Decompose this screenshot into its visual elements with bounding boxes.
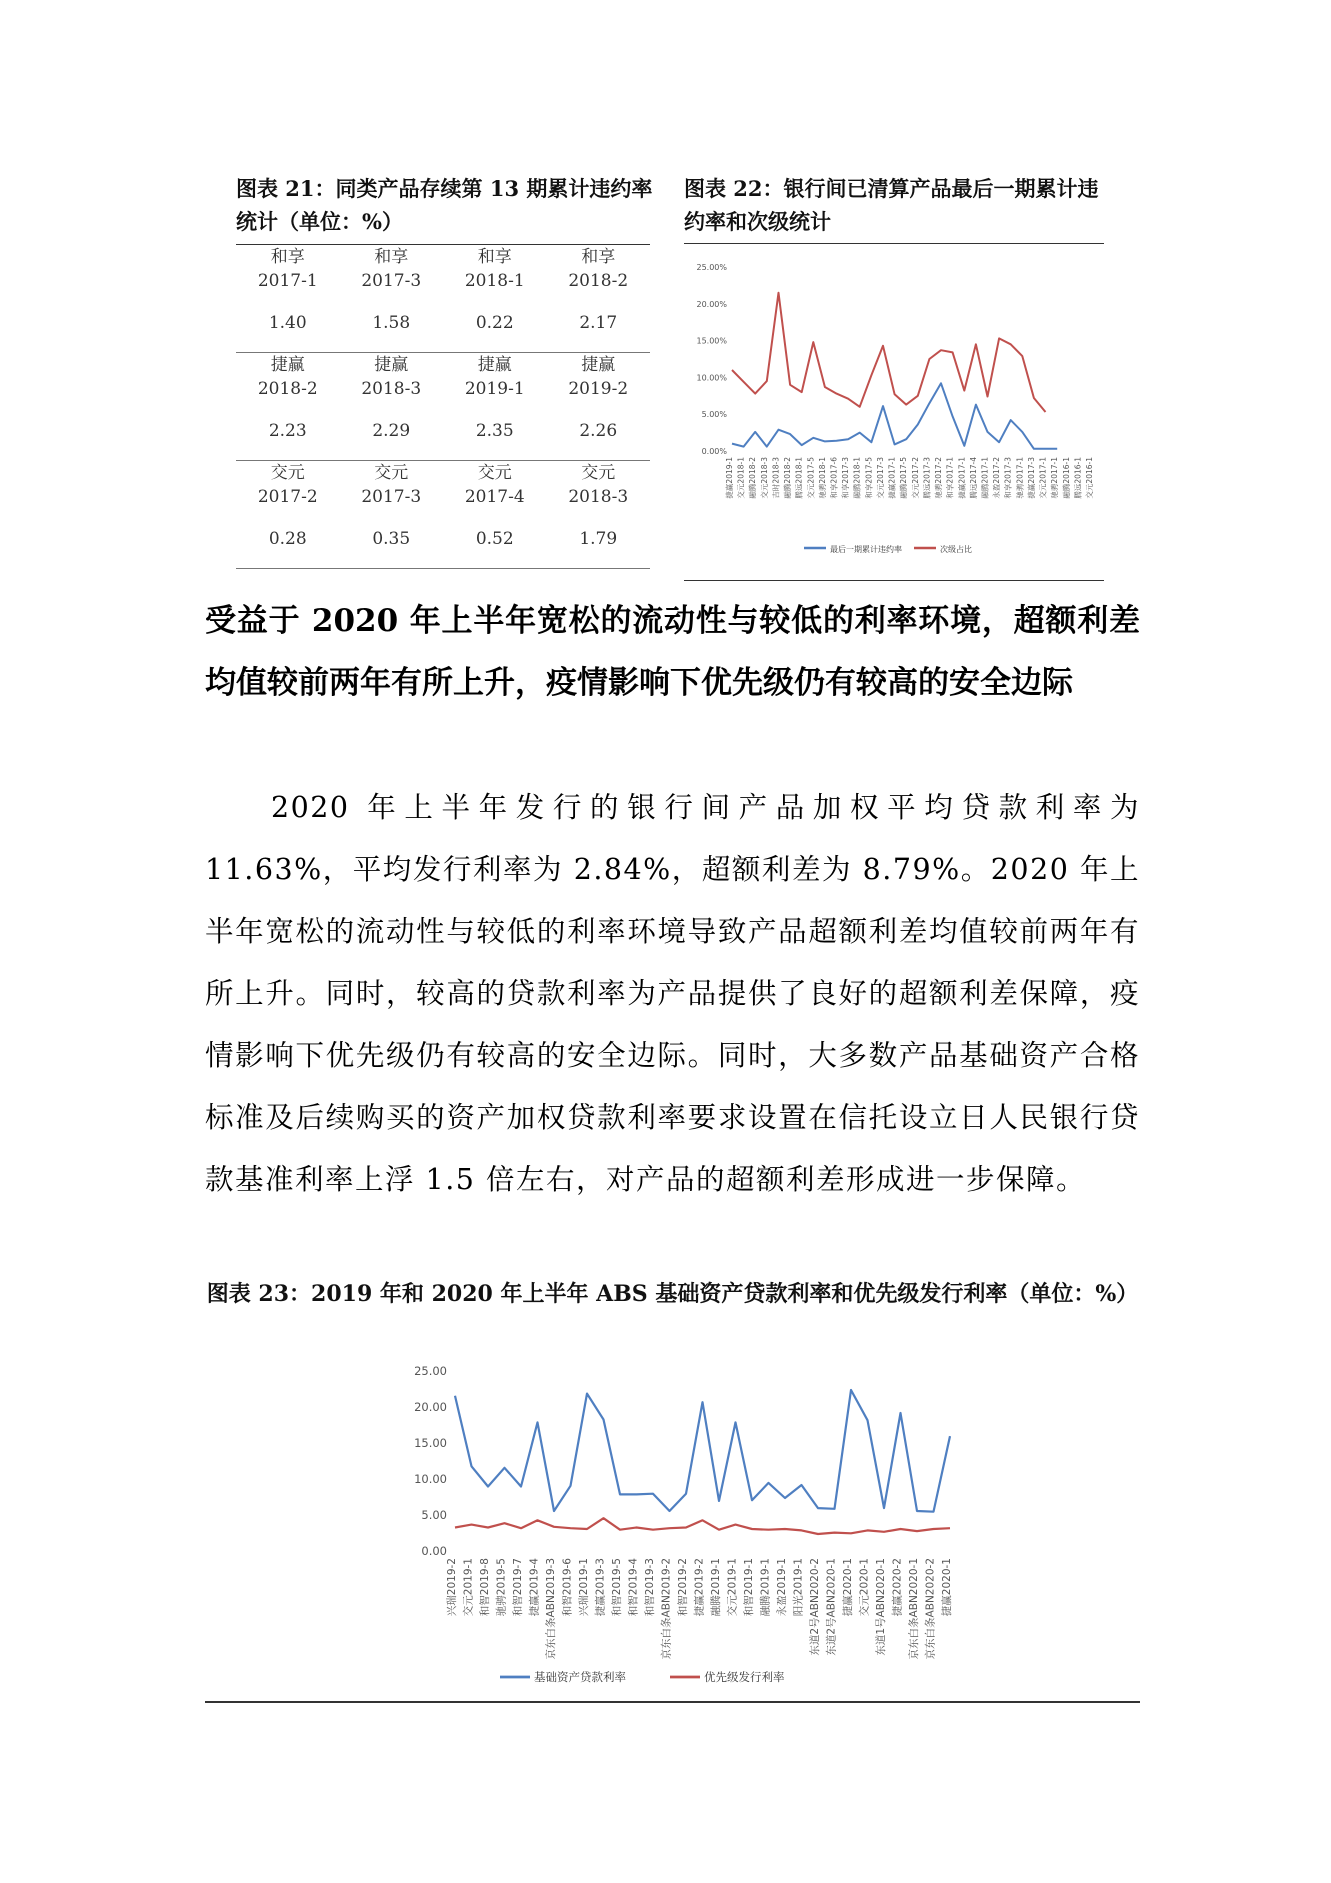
x-category-label: 腾远2016-1 — [1073, 457, 1083, 499]
x-category-label: 兴瑞2019-2 — [446, 1558, 458, 1617]
table-cell: 2.29 — [340, 401, 444, 461]
table-header-cell: 和享 2017-3 — [340, 245, 444, 294]
x-category-label: 捷赢2019-4 — [528, 1558, 541, 1617]
x-category-label: 东道2号ABN2020-1 — [825, 1558, 838, 1656]
fig22-title-rule — [684, 243, 1104, 244]
figures-bottom-rule — [684, 580, 1104, 581]
series-line-2 — [732, 293, 1046, 412]
x-category-label: 交元2017-2 — [910, 457, 920, 499]
x-category-label: 驰骋2017-2 — [934, 457, 944, 499]
x-category-label: 融腾2019-1 — [710, 1558, 722, 1617]
y-tick-label: 10.00% — [696, 373, 727, 383]
x-category-label: 捷赢2017-1 — [887, 457, 897, 499]
y-tick-label: 25.00 — [414, 1364, 447, 1378]
table-row — [236, 509, 650, 569]
section-heading: 受益于 2020 年上半年宽松的流动性与较低的利率环境，超额利差均值较前两年有所上升，疫情影响下优先级仍有较高的安全边际 — [205, 603, 1140, 701]
x-category-label: 捷赢2019-1 — [725, 457, 734, 499]
x-category-label: 东道1号ABN2020-1 — [875, 1558, 887, 1656]
y-tick-label: 20.00% — [696, 299, 727, 309]
legend-label-1: 最后一期累计违约率 — [830, 545, 902, 554]
table-header-cell: 捷赢 2018-3 — [361, 355, 422, 399]
fig22-title: 图表 22：银行间已清算产品最后一期累计违约率和次级统计 — [684, 176, 1099, 234]
x-category-label: 交元2017-5 — [806, 457, 816, 499]
series-line-1 — [455, 1390, 950, 1512]
fig22-chart — [684, 250, 1106, 578]
x-category-label: 和智2019-6 — [561, 1558, 574, 1617]
x-category-label: 京东白条ABN2019-2 — [660, 1558, 673, 1660]
x-category-label: 驰骋2018-1 — [817, 457, 827, 499]
x-category-label: 吉时2018-3 — [771, 457, 781, 499]
x-category-label: 驰骋2017-1 — [1050, 457, 1060, 499]
x-category-label: 交元2018-1 — [736, 457, 746, 499]
x-category-label: 永盈2019-1 — [776, 1558, 788, 1617]
table-cell: 1.40 — [236, 293, 340, 353]
table-header-cell: 和享 2018-2 — [547, 245, 651, 294]
x-category-label: 和享2017-3 — [841, 457, 851, 499]
table-row — [236, 401, 650, 461]
x-category-label: 腾远2018-1 — [794, 457, 804, 499]
fig21-title: 图表 21：同类产品存续第 13 期累计违约率统计（单位：%） — [236, 176, 653, 234]
x-category-label: 融腾2018-2 — [783, 457, 793, 499]
x-category-label: 京东白条ABN2019-3 — [545, 1558, 557, 1660]
x-category-label: 阳光2019-1 — [792, 1558, 805, 1617]
table-cell: 0.28 — [236, 509, 340, 569]
legend-label-2: 次级占比 — [940, 545, 972, 554]
x-category-label: 融腾2019-1 — [759, 1558, 772, 1617]
y-tick-label: 25.00% — [696, 263, 727, 272]
x-category-label: 融腾2016-1 — [1061, 457, 1071, 499]
x-category-label: 交元2020-1 — [858, 1558, 871, 1617]
fig21-table — [236, 244, 650, 569]
table-header-cell: 捷赢 2019-2 — [568, 355, 629, 399]
x-category-label: 驰骋2019-5 — [495, 1558, 508, 1617]
x-category-label: 和智2019-2 — [677, 1558, 689, 1617]
x-category-label: 捷赢2017-1 — [957, 457, 967, 499]
x-category-label: 和智2019-5 — [611, 1558, 623, 1617]
table-cell: 1.58 — [340, 293, 444, 353]
x-category-label: 交元2017-3 — [875, 457, 885, 499]
y-tick-label: 0.00% — [701, 447, 727, 456]
table-row — [236, 293, 650, 353]
x-category-label: 和享2017-1 — [945, 457, 955, 499]
table-header-row — [236, 461, 650, 510]
series-line-2 — [455, 1518, 950, 1534]
fig23-chart — [380, 1360, 960, 1690]
x-category-label: 融腾2018-2 — [748, 457, 758, 499]
x-category-label: 交元2018-3 — [759, 457, 769, 499]
x-category-label: 和享2017-6 — [829, 457, 839, 499]
x-category-label: 和智2019-7 — [512, 1558, 524, 1617]
table-header-cell: 交元 2017-3 — [361, 463, 422, 507]
y-tick-label: 5.00 — [421, 1508, 447, 1522]
x-category-label: 捷赢2019-3 — [594, 1558, 607, 1617]
x-category-label: 和智2019-8 — [479, 1558, 491, 1617]
table-header-row — [236, 245, 650, 294]
table-cell: 2.35 — [443, 401, 547, 461]
table-header-cell: 捷赢 2018-2 — [257, 355, 318, 399]
x-category-label: 和智2019-1 — [743, 1558, 755, 1617]
x-category-label: 交元2016-1 — [1085, 457, 1094, 499]
legend-label-1: 基础资产贷款利率 — [534, 1670, 626, 1684]
fig23-title: 图表 23：2019 年和 2020 年上半年 ABS 基础资产贷款利率和优先级发行利率（单位：%） — [206, 1281, 1139, 1307]
x-category-label: 腾远2017-3 — [922, 457, 932, 499]
x-category-label: 融腾2017-5 — [899, 457, 909, 499]
table-header-cell: 和享 2018-1 — [443, 245, 547, 294]
table-header-cell: 捷赢 2019-1 — [464, 355, 525, 399]
y-tick-label: 20.00 — [414, 1400, 447, 1414]
x-category-label: 驰骋2017-1 — [1015, 457, 1025, 499]
x-category-label: 捷赢2019-2 — [693, 1558, 706, 1617]
page-bottom-rule — [205, 1701, 1140, 1703]
table-cell: 0.22 — [443, 293, 547, 353]
table-cell: 1.79 — [547, 509, 651, 569]
table-header-cell: 交元 2017-4 — [464, 463, 525, 507]
x-category-label: 捷赢2017-3 — [1026, 457, 1036, 499]
x-category-label: 永盈2017-2 — [992, 457, 1002, 499]
x-category-label: 和智2019-4 — [627, 1558, 640, 1617]
x-category-label: 和智2019-3 — [644, 1558, 656, 1617]
x-category-label: 和享2017-5 — [864, 457, 874, 499]
x-category-label: 交元2019-1 — [462, 1558, 475, 1617]
x-category-label: 捷赢2020-1 — [842, 1558, 854, 1617]
body-paragraph: 2020 年上半年发行的银行间产品加权平均贷款利率为 11.63%，平均发行利率为 2.84%，超额利差为 8.79%。2020 年上半年宽松的流动性与较低的利率环境导致产品超额利差均值较前两年有所上升。同时，较高的贷款利率为产品提供了良好的超额利差保障，疫情影响下优先级仍有较高的安全边际。同时，大多数产品基础资产合格标准及后续购买的资产加权贷款利率要求设置在信托设立日人民银行贷款基准利率上浮 1.5 倍左右，对产品的超额利差形成进一步保障。 — [205, 791, 1140, 1196]
table-cell: 2.23 — [236, 401, 340, 461]
x-category-label: 和享2017-3 — [1003, 457, 1013, 499]
y-tick-label: 0.00 — [421, 1544, 447, 1558]
x-category-label: 腾远2017-4 — [968, 457, 978, 499]
y-tick-label: 15.00 — [414, 1436, 447, 1450]
y-tick-label: 10.00 — [414, 1472, 447, 1486]
table-header-cell: 交元 2017-2 — [257, 463, 318, 507]
x-category-label: 捷赢2020-1 — [941, 1558, 953, 1617]
y-tick-label: 15.00% — [696, 336, 727, 346]
table-cell: 2.17 — [547, 293, 651, 353]
x-category-label: 交元2017-1 — [1038, 457, 1048, 499]
x-category-label: 捷赢2020-2 — [891, 1558, 904, 1617]
y-tick-label: 5.00% — [701, 410, 727, 420]
table-cell: 0.35 — [340, 509, 444, 569]
x-category-label: 交元2019-1 — [726, 1558, 739, 1617]
x-category-label: 东道2号ABN2020-2 — [809, 1558, 821, 1656]
table-header-row — [236, 353, 650, 402]
table-header-cell: 和享 2017-1 — [236, 245, 340, 294]
legend-label-2: 优先级发行利率 — [704, 1670, 785, 1684]
x-category-label: 融腾2018-1 — [852, 457, 862, 499]
x-category-label: 京东白条ABN2020-1 — [908, 1558, 920, 1660]
x-category-label: 京东白条ABN2020-2 — [924, 1558, 937, 1660]
table-cell: 0.52 — [443, 509, 547, 569]
table-header-cell: 交元 2018-3 — [568, 463, 629, 507]
x-category-label: 融腾2017-1 — [980, 457, 990, 499]
x-category-label: 兴瑞2019-1 — [578, 1558, 590, 1617]
table-cell: 2.26 — [547, 401, 651, 461]
